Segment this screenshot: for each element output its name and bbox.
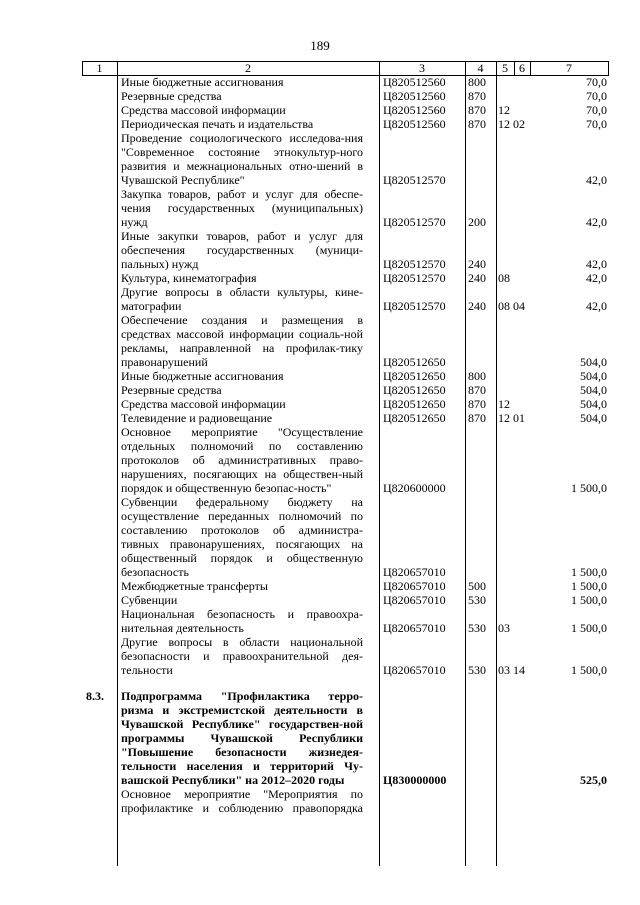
row-code: Ц820657010: [383, 621, 446, 635]
table-row: [0, 131, 640, 187]
row-expense-type: 870: [468, 103, 486, 117]
section-spacer: [0, 677, 640, 689]
table-body: [0, 75, 640, 815]
row-expense-type: 240: [468, 257, 486, 271]
row-name: Средства массовой информации: [121, 103, 286, 117]
header-col-1: 1: [96, 61, 103, 75]
header-col-6: 6: [519, 61, 525, 75]
table-header: [82, 61, 609, 75]
row-code: Ц820657010: [383, 593, 446, 607]
row-name: Субвенции: [121, 593, 178, 607]
row-amount: 42,0: [586, 173, 607, 187]
row-expense-type: 870: [468, 89, 486, 103]
row-name: Резервные средства: [121, 383, 222, 397]
row-name: Подпрограмма "Профилактика терро-ризма и экстремистской деятельности в Чувашской Республике" государствен-ной программы Чувашской Республики "Повышение безопасности жизнедея-тельности населения и территорий Чу-вашской Республики" на 2012–2020 годы: [121, 689, 363, 787]
table-row: [0, 369, 640, 383]
row-code: Ц820512650: [383, 355, 446, 369]
row-name: Периодическая печать и издательства: [121, 117, 314, 131]
table-row: [0, 313, 640, 369]
row-code: Ц830000000: [383, 773, 447, 787]
header-col-3: 3: [419, 61, 425, 75]
row-amount: 1 500,0: [571, 663, 607, 677]
header-col-4: 4: [477, 61, 484, 75]
table-row: [0, 383, 640, 397]
row-expense-type: 870: [468, 383, 486, 397]
row-amount: 70,0: [586, 103, 607, 117]
row-code: Ц820512560: [383, 75, 446, 89]
row-code: Ц820512570: [383, 257, 446, 271]
row-name: Субвенции федеральному бюджету на осуществление переданных полномочий по составлению протоколов об администра-тивных правонарушениях, посягающих на общественный порядок и общественную безопасность: [121, 495, 363, 579]
row-expense-type: 870: [468, 397, 486, 411]
row-expense-type: 530: [468, 593, 486, 607]
table-row: [0, 579, 640, 593]
row-amount: 1 500,0: [571, 481, 607, 495]
table-row: [0, 397, 640, 411]
row-name: Основное мероприятие "Мероприятия по профилактике и соблюдению правопорядка: [121, 787, 363, 815]
row-amount: 504,0: [580, 369, 607, 383]
row-name: Другие вопросы в области национальной безопасности и правоохранительной дея-тельности: [121, 635, 363, 677]
table-row-subprogram: [0, 689, 640, 787]
row-amount: 1 500,0: [571, 579, 607, 593]
row-name: Национальная безопасность и правоохра-нительная деятельность: [121, 607, 363, 635]
row-name: Проведение социологического исследова-ния "Современное состояние этнокультур-ного развития и межнациональных отно-шений в Чувашской Республике": [121, 131, 363, 187]
row-amount: 42,0: [586, 299, 607, 313]
row-name: Закупка товаров, работ и услуг для обеспе-чения государственных (муниципальных) нужд: [121, 187, 363, 229]
row-section: 12 01: [498, 411, 525, 425]
row-name: Средства массовой информации: [121, 397, 286, 411]
table-row: [0, 635, 640, 677]
row-expense-type: 240: [468, 299, 486, 313]
row-name: Основное мероприятие "Осуществление отдельных полномочий по составлению протоколов об административных право-нарушениях, посягающих на обществен-ный порядок и общественную безопас-ность": [121, 425, 363, 495]
row-code: Ц820512650: [383, 383, 446, 397]
row-section: 03: [498, 621, 510, 635]
table-row: [0, 103, 640, 117]
row-code: Ц820600000: [383, 481, 446, 495]
row-name: Иные закупки товаров, работ и услуг для обеспечения государственных (муници-пальных) нужд: [121, 229, 363, 271]
table-row: [0, 75, 640, 89]
row-amount: 42,0: [586, 215, 607, 229]
row-expense-type: 240: [468, 271, 486, 285]
row-amount: 1 500,0: [571, 593, 607, 607]
row-code: Ц820512560: [383, 103, 446, 117]
row-amount: 42,0: [586, 271, 607, 285]
table-row: [0, 593, 640, 607]
table-row: [0, 285, 640, 313]
row-code: Ц820512570: [383, 299, 446, 313]
row-code: Ц820657010: [383, 579, 446, 593]
row-amount: 70,0: [586, 89, 607, 103]
row-amount: 504,0: [580, 411, 607, 425]
row-expense-type: 870: [468, 411, 486, 425]
table-row: [0, 495, 640, 579]
row-expense-type: 870: [468, 117, 486, 131]
row-expense-type: 500: [468, 579, 486, 593]
row-code: Ц820512560: [383, 117, 446, 131]
table-row: [0, 187, 640, 229]
page-number: 189: [310, 38, 330, 53]
row-code: Ц820512570: [383, 215, 446, 229]
row-code: Ц820512650: [383, 369, 446, 383]
row-amount: 70,0: [586, 117, 607, 131]
header-col-7: 7: [566, 61, 572, 75]
row-name: Культура, кинематография: [121, 271, 257, 285]
row-code: Ц820512560: [383, 89, 446, 103]
row-amount: 525,0: [580, 773, 607, 787]
header-col-2: 2: [245, 61, 251, 75]
row-section: 12: [498, 103, 510, 117]
row-code: Ц820512650: [383, 397, 446, 411]
row-code: Ц820512650: [383, 411, 446, 425]
table-row: [0, 425, 640, 495]
row-name: Телевидение и радиовещание: [121, 411, 273, 425]
row-amount: 70,0: [586, 75, 607, 89]
row-code: Ц820512570: [383, 173, 446, 187]
row-expense-type: 800: [468, 75, 486, 89]
row-section: 12 02: [498, 117, 525, 131]
table-row: [0, 271, 640, 285]
row-amount: 504,0: [580, 383, 607, 397]
header-col-5: 5: [502, 61, 508, 75]
table-row: [0, 89, 640, 103]
table-row: [0, 411, 640, 425]
row-expense-type: 530: [468, 663, 486, 677]
row-code: Ц820512570: [383, 271, 446, 285]
table-row: [0, 117, 640, 131]
row-name: Резервные средства: [121, 89, 222, 103]
table-row: [0, 229, 640, 271]
row-section: 12: [498, 397, 510, 411]
row-amount: 504,0: [580, 397, 607, 411]
row-amount: 42,0: [586, 257, 607, 271]
row-name: Иные бюджетные ассигнования: [121, 369, 284, 383]
row-expense-type: 800: [468, 369, 486, 383]
row-name: Другие вопросы в области культуры, кине-матографии: [121, 285, 363, 313]
row-name: Межбюджетные трансферты: [121, 579, 268, 593]
row-section: 03 14: [498, 663, 525, 677]
row-expense-type: 530: [468, 621, 486, 635]
row-section: 08: [498, 271, 510, 285]
row-name: Иные бюджетные ассигнования: [121, 75, 284, 89]
row-number: 8.3.: [86, 689, 104, 703]
row-code: Ц820657010: [383, 565, 446, 579]
table-row: [0, 787, 640, 815]
row-amount: 1 500,0: [571, 621, 607, 635]
table-row: [0, 607, 640, 635]
row-expense-type: 200: [468, 215, 486, 229]
row-amount: 504,0: [580, 355, 607, 369]
row-code: Ц820657010: [383, 663, 446, 677]
row-name: Обеспечение создания и размещения в средствах массовой информации социаль-ной рекламы, направленной на профилак-тику правонарушений: [121, 313, 363, 369]
row-amount: 1 500,0: [571, 565, 607, 579]
row-section: 08 04: [498, 299, 525, 313]
